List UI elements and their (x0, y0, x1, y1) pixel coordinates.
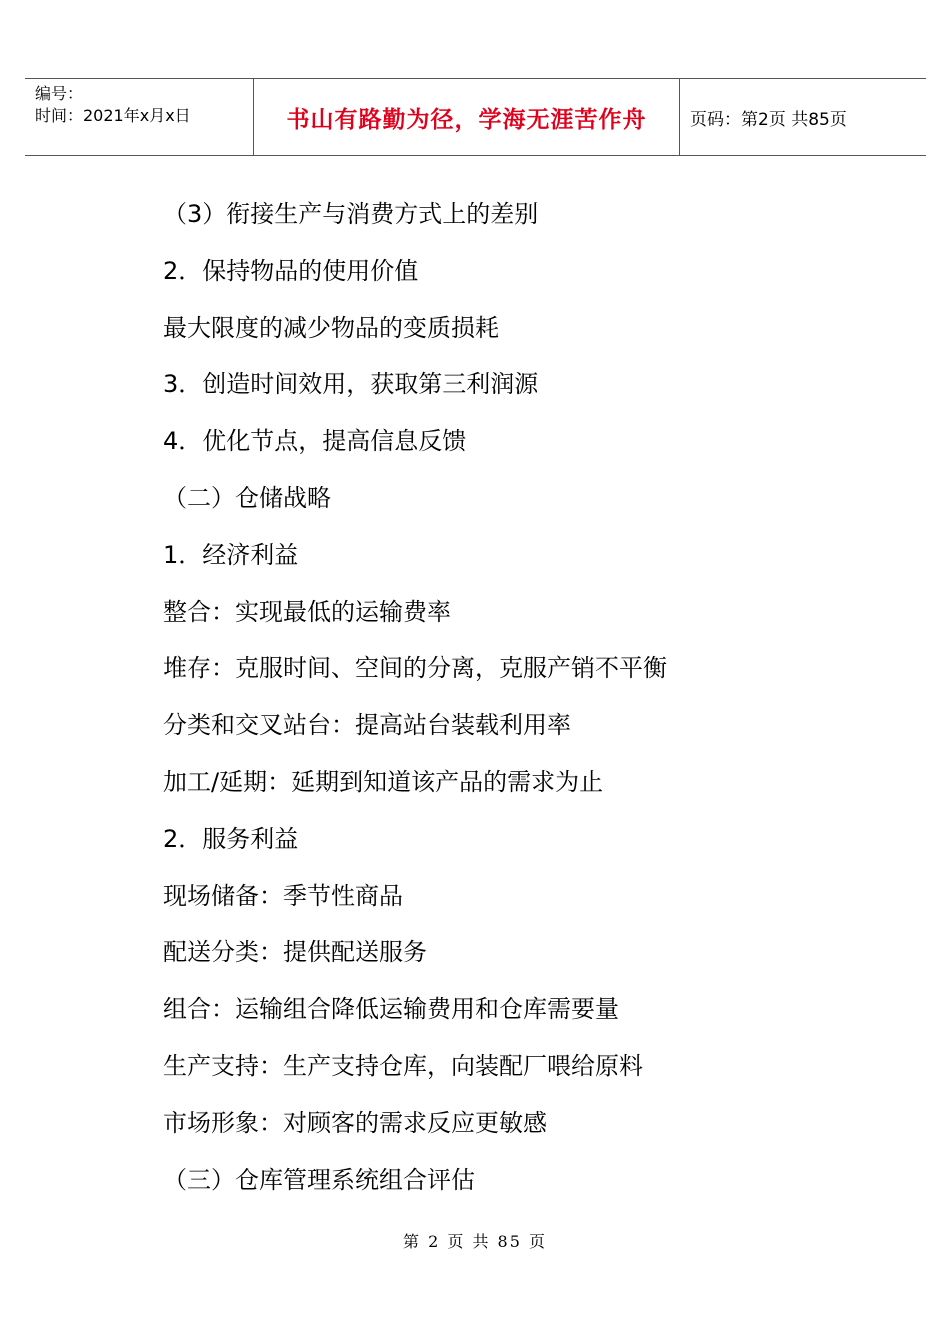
body-line: 生产支持：生产支持仓库，向装配厂喂给原料 (163, 1051, 643, 1080)
body-line: 现场储备：季节性商品 (163, 881, 403, 910)
body-line: 市场形象：对顾客的需求反应更敏感 (163, 1108, 547, 1137)
body-line: 分类和交叉站台：提高站台装载利用率 (163, 711, 571, 740)
body-line: 最大限度的减少物品的变质损耗 (163, 313, 499, 342)
header-page-cell (680, 79, 926, 155)
body-line: （二）仓储战略 (163, 483, 331, 512)
body-line: 整合：实现最低的运输费率 (163, 597, 451, 626)
body-line: 加工/延期：延期到知道该产品的需求为止 (163, 767, 604, 796)
body-line: 配送分类：提供配送服务 (163, 938, 427, 967)
header-motto-cell (254, 79, 680, 155)
body-line: 2．服务利益 (163, 824, 299, 853)
body-line: 1．经济利益 (163, 540, 299, 569)
body-line: （3）衔接生产与消费方式上的差别 (163, 200, 539, 228)
body-line: 2．保持物品的使用价值 (163, 256, 419, 285)
footer-page-number: 第 2 页 共 85 页 (403, 1232, 547, 1251)
header-meta-cell (25, 79, 254, 155)
body-line: 4．优化节点，提高信息反馈 (163, 427, 467, 456)
body-line: （三）仓库管理系统组合评估 (163, 1165, 475, 1194)
body-line: 堆存：克服时间、空间的分离，克服产销不平衡 (163, 654, 667, 683)
page-footer (0, 1229, 950, 1252)
body-line: 3．创造时间效用，获取第三利润源 (163, 370, 539, 399)
document-time-label: 时间：2021年x月x日 (35, 106, 191, 125)
header-motto: 书山有路勤为径，学海无涯苦作舟 (286, 106, 647, 133)
document-body (163, 186, 883, 1208)
page-header (25, 78, 926, 156)
header-page-info: 页码：第2页 共85页 (690, 109, 847, 130)
document-number-label: 编号： (35, 84, 84, 103)
body-line: 组合：运输组合降低运输费用和仓库需要量 (163, 995, 619, 1024)
